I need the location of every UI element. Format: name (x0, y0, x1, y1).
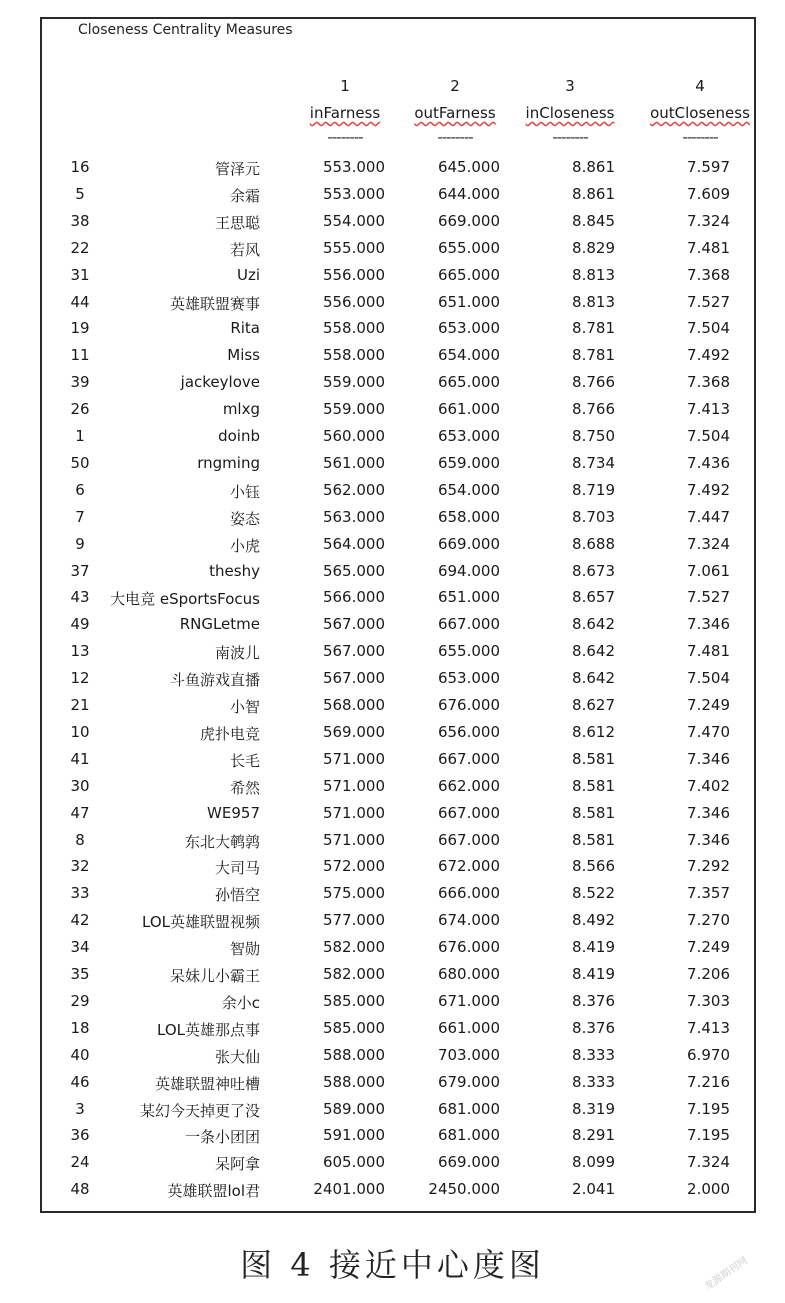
row-id: 46 (70, 1072, 90, 1091)
out-farness-value: 645.000 (437, 158, 500, 176)
out-closeness-value: 7.195 (687, 1099, 730, 1118)
row-name: jackeylove (180, 373, 260, 392)
column-number-2: 2 (450, 77, 460, 95)
in-farness-value: 572.000 (322, 857, 385, 876)
row-id: 47 (70, 803, 90, 822)
table-row (0, 1153, 785, 1180)
out-closeness-value: 2.000 (687, 1180, 730, 1199)
out-closeness-value: 7.504 (687, 669, 730, 688)
table-row (0, 642, 785, 669)
row-name: 管泽元 (214, 160, 260, 178)
table-row (0, 427, 785, 454)
table-row (0, 562, 785, 589)
out-closeness-value: 7.492 (687, 480, 730, 499)
row-id: 50 (70, 453, 90, 472)
in-farness-value: 571.000 (322, 776, 385, 795)
row-id: 29 (70, 991, 90, 1010)
row-name: 呆阿拿 (214, 1155, 260, 1174)
out-farness-value: 653.000 (437, 427, 500, 445)
in-farness-value: 567.000 (322, 642, 385, 661)
row-name: 英雄联盟lol君 (167, 1182, 260, 1201)
column-name-2: outFarness (414, 104, 496, 122)
row-id: 48 (70, 1180, 90, 1199)
row-id: 9 (75, 534, 85, 553)
in-farness-value: 564.000 (322, 534, 385, 553)
table-row (0, 319, 785, 346)
table-row (0, 185, 785, 212)
in-closeness-value: 8.766 (572, 373, 615, 392)
in-closeness-value: 8.734 (572, 453, 615, 472)
table-row (0, 293, 785, 320)
in-closeness-value: 8.813 (572, 292, 615, 311)
table-row (0, 481, 785, 508)
in-closeness-value: 8.581 (572, 776, 615, 795)
in-closeness-value: 8.861 (572, 158, 615, 176)
in-farness-value: 553.000 (322, 184, 385, 203)
out-closeness-value: 7.492 (687, 346, 730, 365)
out-farness-value: 661.000 (437, 1018, 500, 1037)
out-closeness-value: 7.413 (687, 400, 730, 419)
out-closeness-value: 7.195 (687, 1126, 730, 1145)
out-farness-value: 679.000 (437, 1072, 500, 1091)
row-name: theshy (209, 561, 260, 580)
in-farness-value: 554.000 (322, 211, 385, 230)
column-name-4: outCloseness (650, 104, 750, 122)
table-row (0, 266, 785, 293)
row-name: 余霜 (229, 186, 260, 205)
in-farness-value: 591.000 (322, 1126, 385, 1145)
in-closeness-value: 8.845 (572, 211, 615, 230)
row-name: 呆妹儿小霸王 (169, 967, 260, 985)
table-row (0, 884, 785, 911)
row-id: 35 (70, 965, 90, 983)
out-farness-value: 653.000 (437, 319, 500, 338)
row-name: 虎扑电竞 (199, 724, 260, 743)
in-farness-value: 605.000 (322, 1153, 385, 1172)
out-farness-value: 659.000 (437, 453, 500, 472)
in-closeness-value: 8.376 (572, 1018, 615, 1037)
in-closeness-value: 8.657 (572, 588, 615, 607)
row-name: rngming (197, 453, 260, 472)
in-closeness-value: 8.813 (572, 265, 615, 284)
out-farness-value: 667.000 (437, 615, 500, 634)
table-row (0, 239, 785, 266)
row-name: 希然 (229, 778, 260, 797)
in-farness-value: 563.000 (322, 507, 385, 526)
in-closeness-value: 8.376 (572, 991, 615, 1010)
row-name: 余小c (221, 993, 260, 1012)
in-farness-value: 571.000 (322, 803, 385, 822)
out-closeness-value: 7.413 (687, 1018, 730, 1037)
out-closeness-value: 7.249 (687, 938, 730, 957)
in-closeness-value: 8.703 (572, 507, 615, 526)
row-id: 18 (70, 1018, 90, 1037)
out-farness-value: 669.000 (437, 534, 500, 553)
in-closeness-value: 8.642 (572, 669, 615, 688)
out-closeness-value: 7.504 (687, 319, 730, 338)
table-row (0, 1073, 785, 1100)
row-name: 小钰 (229, 482, 260, 501)
table-row (0, 911, 785, 938)
row-id: 8 (75, 830, 85, 849)
row-name: 英雄联盟神吐槽 (154, 1074, 260, 1093)
table-row (0, 723, 785, 750)
table-row (0, 588, 785, 615)
table-row (0, 158, 785, 185)
out-farness-value: 674.000 (437, 911, 500, 930)
in-closeness-value: 8.688 (572, 534, 615, 553)
row-name: 孙悟空 (214, 886, 260, 905)
in-closeness-value: 8.333 (572, 1072, 615, 1091)
in-farness-value: 582.000 (322, 938, 385, 957)
figure-caption: 图 4 接近中心度图 (240, 1246, 545, 1284)
in-farness-value: 556.000 (322, 265, 385, 284)
in-closeness-value: 8.781 (572, 319, 615, 338)
in-closeness-value: 2.041 (572, 1180, 615, 1199)
in-farness-value: 555.000 (322, 238, 385, 257)
table-row (0, 777, 785, 804)
table-row (0, 615, 785, 642)
row-id: 44 (70, 292, 90, 311)
row-id: 16 (70, 158, 90, 176)
out-farness-value: 651.000 (437, 292, 500, 311)
in-farness-value: 559.000 (322, 373, 385, 392)
out-closeness-value: 6.970 (687, 1045, 730, 1064)
out-closeness-value: 7.481 (687, 642, 730, 661)
out-closeness-value: 7.346 (687, 803, 730, 822)
row-name: 小智 (229, 698, 260, 716)
out-farness-value: 680.000 (437, 965, 500, 983)
out-farness-value: 654.000 (437, 480, 500, 499)
row-id: 43 (70, 588, 90, 607)
in-farness-value: 589.000 (322, 1099, 385, 1118)
out-farness-value: 665.000 (437, 265, 500, 284)
row-id: 41 (70, 749, 90, 768)
row-id: 1 (75, 427, 85, 445)
in-closeness-value: 8.750 (572, 427, 615, 445)
out-farness-value: 656.000 (437, 722, 500, 741)
table-row (0, 1180, 785, 1207)
in-closeness-value: 8.612 (572, 722, 615, 741)
in-farness-value: 566.000 (322, 588, 385, 607)
out-farness-value: 655.000 (437, 642, 500, 661)
out-farness-value: 681.000 (437, 1126, 500, 1145)
table-row (0, 965, 785, 992)
table-heading: Closeness Centrality Measures (78, 22, 293, 38)
out-closeness-value: 7.504 (687, 427, 730, 445)
in-farness-value: 558.000 (322, 346, 385, 365)
in-closeness-value: 8.829 (572, 238, 615, 257)
row-id: 12 (70, 669, 90, 688)
out-farness-value: 651.000 (437, 588, 500, 607)
column-divider-2: -------- (437, 128, 473, 146)
in-closeness-value: 8.333 (572, 1045, 615, 1064)
table-row (0, 938, 785, 965)
row-id: 3 (75, 1099, 85, 1118)
row-name: 东北大鹌鹑 (184, 832, 260, 851)
in-farness-value: 585.000 (322, 991, 385, 1010)
row-id: 31 (70, 265, 90, 284)
in-farness-value: 2401.000 (313, 1180, 385, 1199)
row-id: 10 (70, 722, 90, 741)
in-farness-value: 569.000 (322, 722, 385, 741)
row-name: WE957 (207, 803, 260, 822)
table-row (0, 857, 785, 884)
row-name: 王思聪 (214, 213, 260, 232)
row-name: doinb (218, 427, 260, 445)
out-closeness-value: 7.292 (687, 857, 730, 876)
table-row (0, 212, 785, 239)
out-farness-value: 655.000 (437, 238, 500, 257)
in-farness-value: 582.000 (322, 965, 385, 983)
out-farness-value: 676.000 (437, 938, 500, 957)
table-row (0, 804, 785, 831)
row-name: 大电竞 eSportsFocus (110, 590, 260, 609)
column-divider-4: -------- (682, 128, 718, 146)
row-id: 6 (75, 480, 85, 499)
row-id: 24 (70, 1153, 90, 1172)
row-id: 36 (70, 1126, 90, 1145)
in-closeness-value: 8.719 (572, 480, 615, 499)
in-farness-value: 565.000 (322, 561, 385, 580)
in-closeness-value: 8.642 (572, 642, 615, 661)
row-name: 姿态 (229, 509, 260, 528)
row-name: 小虎 (229, 536, 260, 555)
out-closeness-value: 7.527 (687, 292, 730, 311)
in-farness-value: 567.000 (322, 615, 385, 634)
in-closeness-value: 8.581 (572, 830, 615, 849)
out-farness-value: 666.000 (437, 884, 500, 903)
row-id: 11 (70, 346, 90, 365)
out-closeness-value: 7.324 (687, 534, 730, 553)
out-closeness-value: 7.324 (687, 211, 730, 230)
row-name: mlxg (222, 400, 260, 419)
out-farness-value: 662.000 (437, 776, 500, 795)
table-row (0, 535, 785, 562)
out-closeness-value: 7.402 (687, 776, 730, 795)
table-row (0, 1126, 785, 1153)
in-farness-value: 562.000 (322, 480, 385, 499)
out-farness-value: 654.000 (437, 346, 500, 365)
out-farness-value: 667.000 (437, 749, 500, 768)
table-row (0, 346, 785, 373)
row-name: 智勋 (229, 940, 260, 959)
in-farness-value: 585.000 (322, 1018, 385, 1037)
in-closeness-value: 8.781 (572, 346, 615, 365)
out-closeness-value: 7.216 (687, 1072, 730, 1091)
out-farness-value: 671.000 (437, 991, 500, 1010)
in-farness-value: 575.000 (322, 884, 385, 903)
out-closeness-value: 7.447 (687, 507, 730, 526)
in-closeness-value: 8.627 (572, 696, 615, 714)
in-farness-value: 558.000 (322, 319, 385, 338)
table-row (0, 1100, 785, 1127)
row-id: 7 (75, 507, 85, 526)
out-farness-value: 667.000 (437, 830, 500, 849)
in-closeness-value: 8.673 (572, 561, 615, 580)
in-farness-value: 567.000 (322, 669, 385, 688)
in-closeness-value: 8.099 (572, 1153, 615, 1172)
row-id: 34 (70, 938, 90, 957)
out-farness-value: 667.000 (437, 803, 500, 822)
out-closeness-value: 7.206 (687, 965, 730, 983)
row-id: 37 (70, 561, 90, 580)
row-name: Rita (230, 319, 260, 338)
row-name: 斗鱼游戏直播 (169, 671, 260, 690)
row-id: 21 (70, 696, 90, 714)
in-closeness-value: 8.419 (572, 938, 615, 957)
in-farness-value: 571.000 (322, 830, 385, 849)
in-closeness-value: 8.291 (572, 1126, 615, 1145)
in-farness-value: 561.000 (322, 453, 385, 472)
out-farness-value: 653.000 (437, 669, 500, 688)
table-row (0, 696, 785, 723)
out-farness-value: 644.000 (437, 184, 500, 203)
in-closeness-value: 8.319 (572, 1099, 615, 1118)
in-farness-value: 588.000 (322, 1072, 385, 1091)
row-id: 26 (70, 400, 90, 419)
in-closeness-value: 8.419 (572, 965, 615, 983)
out-farness-value: 661.000 (437, 400, 500, 419)
in-closeness-value: 8.581 (572, 803, 615, 822)
column-name-3: inCloseness (525, 104, 615, 122)
out-closeness-value: 7.368 (687, 373, 730, 392)
row-id: 40 (70, 1045, 90, 1064)
table-row (0, 669, 785, 696)
in-farness-value: 577.000 (322, 911, 385, 930)
out-closeness-value: 7.368 (687, 265, 730, 284)
row-name: Uzi (236, 265, 260, 284)
watermark: 龙源期刊网 (702, 1255, 750, 1293)
out-closeness-value: 7.597 (687, 158, 730, 176)
column-name-1: inFarness (309, 104, 381, 122)
out-closeness-value: 7.061 (687, 561, 730, 580)
out-farness-value: 694.000 (437, 561, 500, 580)
row-name: Miss (227, 346, 260, 365)
in-closeness-value: 8.566 (572, 857, 615, 876)
out-closeness-value: 7.346 (687, 749, 730, 768)
row-name: RNGLetme (179, 615, 260, 634)
row-id: 5 (75, 184, 85, 203)
in-farness-value: 571.000 (322, 749, 385, 768)
out-closeness-value: 7.357 (687, 884, 730, 903)
in-farness-value: 588.000 (322, 1045, 385, 1064)
out-closeness-value: 7.346 (687, 830, 730, 849)
column-divider-1: -------- (327, 128, 363, 146)
out-farness-value: 669.000 (437, 1153, 500, 1172)
out-farness-value: 2450.000 (428, 1180, 500, 1199)
in-farness-value: 553.000 (322, 158, 385, 176)
out-closeness-value: 7.481 (687, 238, 730, 257)
row-id: 42 (70, 911, 90, 930)
out-farness-value: 672.000 (437, 857, 500, 876)
out-closeness-value: 7.436 (687, 453, 730, 472)
in-closeness-value: 8.581 (572, 749, 615, 768)
row-name: 英雄联盟赛事 (169, 294, 260, 313)
in-farness-value: 568.000 (322, 696, 385, 714)
in-farness-value: 560.000 (322, 427, 385, 445)
out-farness-value: 665.000 (437, 373, 500, 392)
in-farness-value: 556.000 (322, 292, 385, 311)
row-name: 若风 (229, 240, 260, 259)
out-farness-value: 676.000 (437, 696, 500, 714)
row-id: 49 (70, 615, 90, 634)
out-closeness-value: 7.470 (687, 722, 730, 741)
out-closeness-value: 7.324 (687, 1153, 730, 1172)
column-number-4: 4 (695, 77, 705, 95)
out-farness-value: 658.000 (437, 507, 500, 526)
out-closeness-value: 7.609 (687, 184, 730, 203)
row-name: 某幻今天掉更了没 (139, 1101, 260, 1120)
table-row (0, 454, 785, 481)
in-closeness-value: 8.766 (572, 400, 615, 419)
out-closeness-value: 7.249 (687, 696, 730, 714)
table-row (0, 1019, 785, 1046)
row-id: 19 (70, 319, 90, 338)
out-farness-value: 669.000 (437, 211, 500, 230)
out-closeness-value: 7.270 (687, 911, 730, 930)
column-number-1: 1 (340, 77, 350, 95)
row-id: 22 (70, 238, 90, 257)
row-name: 一条小团团 (184, 1128, 260, 1147)
row-id: 13 (70, 642, 90, 661)
in-farness-value: 559.000 (322, 400, 385, 419)
table-row (0, 373, 785, 400)
table-row (0, 508, 785, 535)
row-name: 张大仙 (214, 1047, 260, 1066)
row-id: 32 (70, 857, 90, 876)
out-closeness-value: 7.303 (687, 991, 730, 1010)
row-id: 39 (70, 373, 90, 392)
row-id: 33 (70, 884, 90, 903)
row-name: 长毛 (229, 751, 260, 770)
out-farness-value: 681.000 (437, 1099, 500, 1118)
table-row (0, 992, 785, 1019)
table-row (0, 750, 785, 777)
row-name: LOL英雄那点事 (157, 1020, 260, 1039)
row-id: 38 (70, 211, 90, 230)
out-closeness-value: 7.346 (687, 615, 730, 634)
table-row (0, 400, 785, 427)
out-farness-value: 703.000 (437, 1045, 500, 1064)
out-closeness-value: 7.527 (687, 588, 730, 607)
row-name: 大司马 (214, 859, 260, 878)
row-id: 30 (70, 776, 90, 795)
in-closeness-value: 8.861 (572, 184, 615, 203)
row-name: 南波儿 (214, 644, 260, 663)
table-row (0, 831, 785, 858)
in-closeness-value: 8.522 (572, 884, 615, 903)
table-row (0, 1046, 785, 1073)
column-number-3: 3 (565, 77, 575, 95)
in-closeness-value: 8.492 (572, 911, 615, 930)
column-divider-3: -------- (552, 128, 588, 146)
row-name: LOL英雄联盟视频 (142, 913, 260, 932)
in-closeness-value: 8.642 (572, 615, 615, 634)
